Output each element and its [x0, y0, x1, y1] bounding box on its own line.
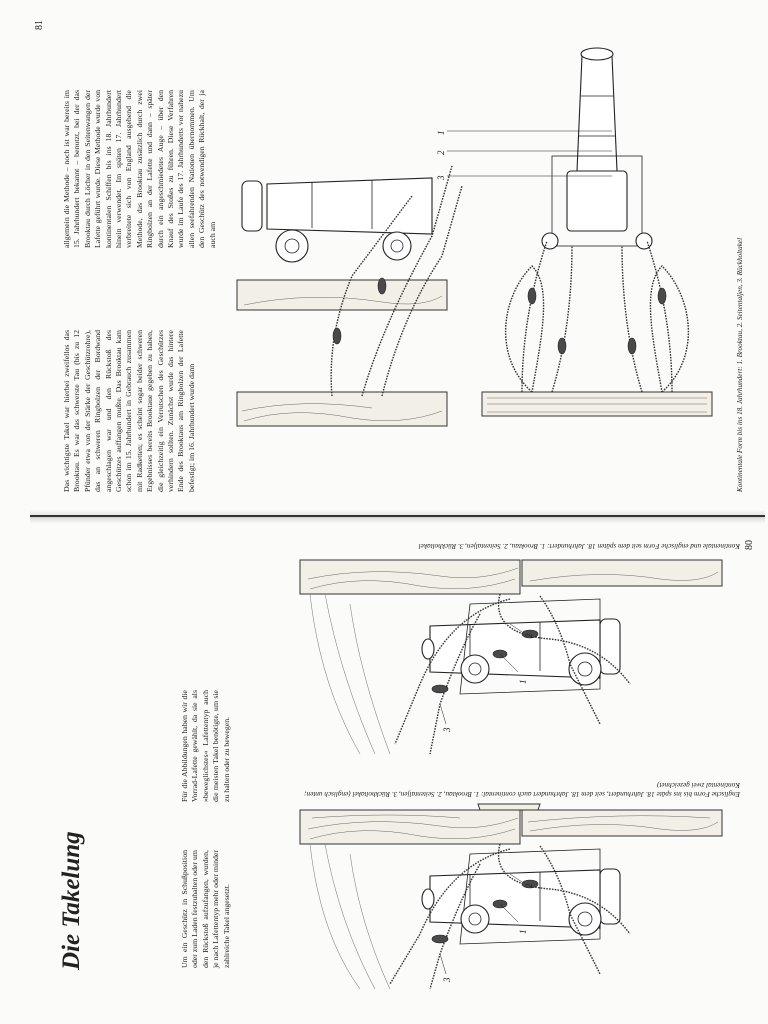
body-text-column-2: allgemein die Methode – noch ist war bereits im 15. Jahrhundert bekannt – benutzt, bei der das Brooktau durch Löcher in den Seitenwangen der Lafette geführt wurde. Diese Methode wurde von kontinentalen Schiffen bis ins 18. Jahrhundert hinein verwendet. Im späten 17. Jahrhundert verbreitete sich von England ausgehend die Methode, das Brooktau zusätzlich durch zwei Ringbolzen an der Lafette und dann – später durch ein angeschmiedetes Auge – über den Knauf des Stoßes zu führen. Diese Verfahren wurde im Laufe des 17. Jahrhunderts vor nahezu allen seefahrenden Nationen übernommen. Um den Geschütz des notwendigen Rückhalt, der ja auch am: [62, 90, 217, 248]
figure-1-caption: Englische Form bis ins späte 18. Jahrhundert, seit dem 18. Jahrhundert auch continental: 1. Brooktau, 2. Seitentaljen, 3. Rückholtakel (englisch unten; Kontinental zwei gezeichnet): [304, 781, 740, 798]
page-title: Die Takelung: [58, 831, 85, 970]
figure-2-label-1: 1: [518, 679, 528, 684]
figure-3-label-2: 2: [436, 150, 446, 155]
figure-3-caption: Kontinentale Form bis ins 18. Jahrhundert: 1. Brooktau, 2. Seitentaljen, 3. Rückholtakel: [736, 237, 744, 492]
body-text-column-1: Das wichtigste Takel war hierbei zweifellos das Brooktau. Es war das schwerste Tau (bis zu 12 Pfünder etwa von der Stärke der Geschützrohre), das an schweren Ringbolzen der Bordwand angeschlagen war und den Rückstoß des Geschützes auffangen mußte. Das Brooktau kam schon im 15. Jahrhundert in Gebrauch zusammen mit Radketten; es scheint sogar beider schweren Ergebnisses bereits Brooktaue gegeben zu haben, die gleichzeitig ein Verrutschen des Geschützes verhindern sollten. Zunächst wurde das hintere Ende des Brooktaus am Ringbolzen der Lafette befestigt; im 16. Jahrhundert wurde dann: [62, 330, 196, 492]
figure-2-caption: Kontinentale und englische Form seit dem späten 18. Jahrhundert: 1. Brooktau, 2. Seitentaljen, 3. Rückholtakel: [418, 542, 740, 550]
figure-3-top-view: [482, 48, 712, 416]
figure-1-hull-beams: [300, 804, 722, 844]
figure-1-label-2: 2: [524, 883, 534, 888]
figure-2-cannon-side-view: [300, 554, 740, 764]
figure-1-cannon-side-view: [300, 804, 740, 994]
figure-2-label-3: 3: [442, 727, 452, 732]
page-number-right: 81: [34, 20, 45, 30]
figure-2-hull-beams: [300, 560, 722, 594]
figure-2-label-2: 2: [524, 633, 534, 638]
figure-3-label-3: 3: [436, 175, 446, 180]
figure-2-deck: [310, 594, 390, 754]
intro-text-column-1: Um ein Geschütz in Schußposition oder zum Laden festzuhalten oder um den Rückstoß aufzufangen, wurden, je nach Lafettentyp mehr oder minder zahlreiche Takel angesetzt.: [180, 850, 231, 968]
figure-3-cannon-views: [232, 26, 722, 496]
figure-3-label-1: 1: [436, 130, 446, 135]
figure-1-label-1: 1: [518, 929, 528, 934]
left-page: [0, 516, 768, 1024]
intro-text-column-2: Für die Abbildungen haben wir die Vorrad-Lafette gewählt, da sie als »beweglichstes« Lafettentyp auch die meisten Takel benötigte, um sie zu halten oder zu bewegen.: [180, 690, 231, 802]
page-number-left: 80: [744, 540, 755, 550]
figure-1-deck: [310, 844, 390, 989]
figure-1-label-3: 3: [442, 977, 452, 982]
figure-3-side-view: [237, 166, 462, 426]
